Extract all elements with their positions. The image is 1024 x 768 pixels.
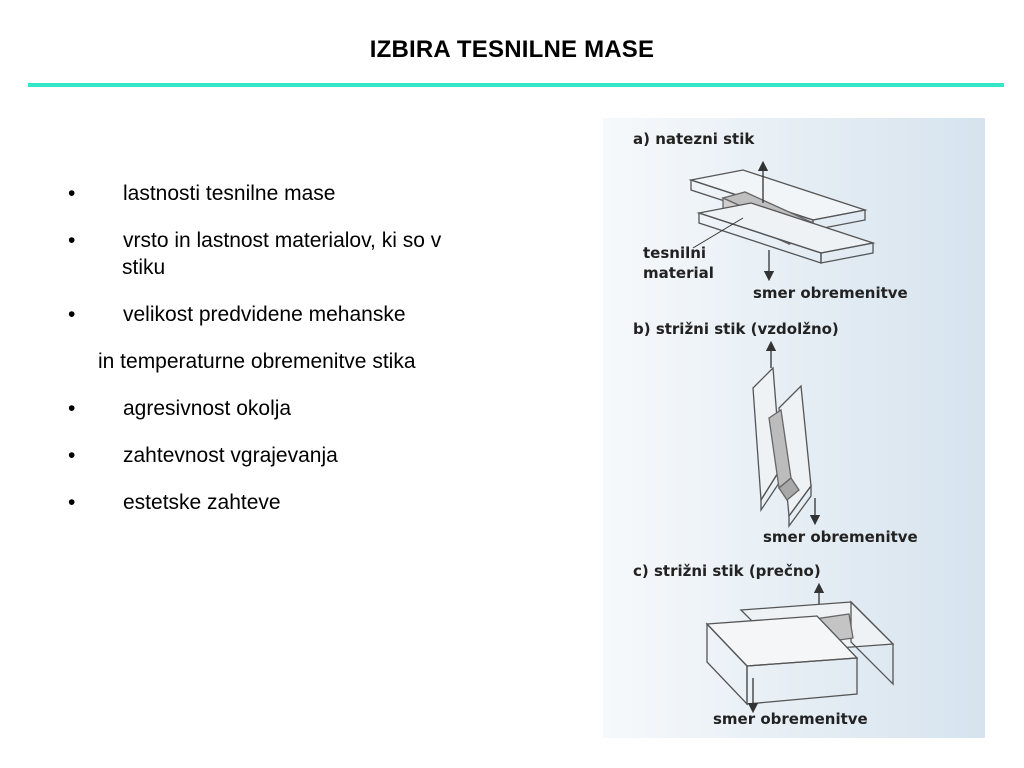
label-load-direction-b: smer obremenitve	[763, 528, 918, 546]
bullet-item	[68, 180, 568, 207]
title-divider	[28, 83, 1004, 87]
bullet-text: agresivnost okolja	[123, 397, 292, 420]
bullet-marker: •	[68, 182, 76, 205]
bullet-marker: •	[68, 444, 76, 467]
label-load-direction-c: smer obremenitve	[713, 710, 868, 728]
bullet-text-continuation: stiku	[122, 256, 166, 279]
label-tensile-joint: a) natezni stik	[633, 130, 755, 148]
bullet-item	[68, 395, 568, 422]
bullet-text: estetske zahteve	[123, 491, 281, 514]
joint-types-figure	[603, 118, 985, 738]
joint-diagram	[603, 118, 985, 738]
bullet-text: velikost predvidene mehanske	[123, 303, 406, 326]
bullet-text: vrsto in lastnost materialov, ki so v	[123, 229, 442, 252]
bullet-marker: •	[68, 397, 76, 420]
bullet-item	[68, 489, 568, 516]
label-sealant-material-1: tesnilni	[643, 244, 707, 262]
label-load-direction-a: smer obremenitve	[753, 284, 908, 302]
bullet-item	[68, 227, 568, 281]
label-shear-joint-longitudinal: b) strižni stik (vzdolžno)	[633, 320, 839, 338]
bullet-marker: •	[68, 303, 76, 326]
bullet-text: zahtevnost vgrajevanja	[123, 444, 338, 467]
bullet-marker: •	[68, 491, 76, 514]
label-shear-joint-transverse: c) strižni stik (prečno)	[633, 562, 821, 580]
label-sealant-material-2: material	[643, 264, 714, 282]
bullet-continuation-line	[68, 348, 568, 375]
bullet-text: in temperaturne obremenitve stika	[98, 350, 416, 373]
bullet-text: lastnosti tesnilne mase	[123, 182, 336, 205]
bullet-marker: •	[68, 229, 76, 252]
slide-title: IZBIRA TESNILNE MASE	[369, 36, 655, 63]
bullet-list	[68, 180, 568, 516]
bullet-item	[68, 442, 568, 469]
bullet-item	[68, 301, 568, 328]
